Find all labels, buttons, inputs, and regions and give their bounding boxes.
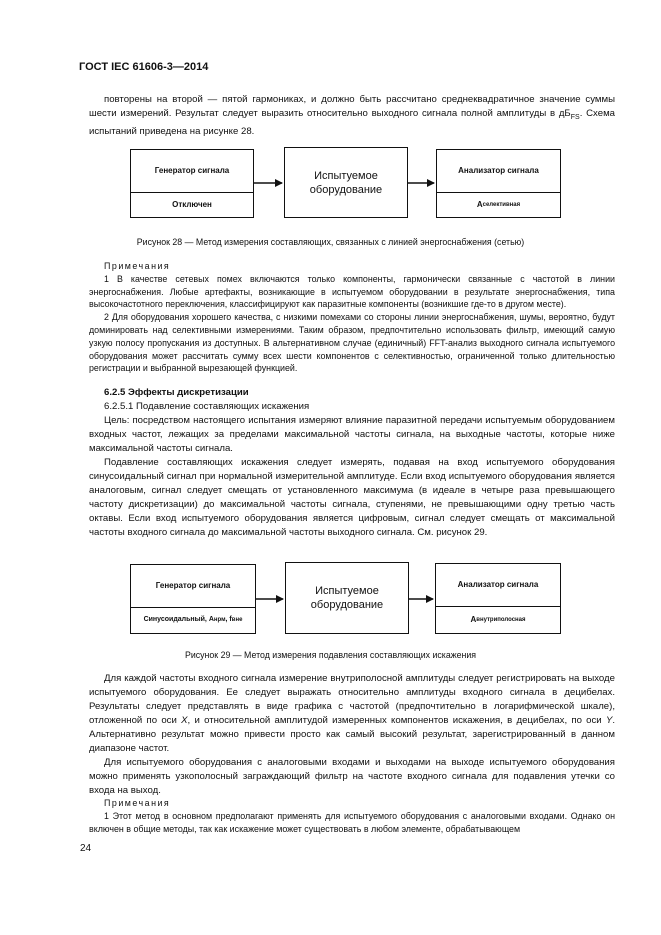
fig28-generator-title: Генератор сигнала [154, 166, 230, 175]
notes-2-heading: Примечания [104, 798, 171, 808]
fig28-generator-state: Отключен [172, 199, 212, 209]
intro-tail: . Схема испытаний приведена на рисунке 28. [89, 108, 615, 137]
notes-1-item-1: 1 В качестве сетевых помех включаются только компоненты, гармонически связанные с частотой в линии энергоснабжения. Любые артефакты, возникающие в испытуемом оборудовании в результате энергоснабжения, типа высокочастотного переключения, классифицируют как паразитные компоненты (возникшие где-то в другом месте). [89, 273, 615, 310]
fig28-analyzer-title: Анализатор сигнала [458, 166, 539, 175]
page-number: 24 [80, 843, 92, 854]
body-2 [89, 672, 615, 798]
notes-2-item-1: 1 Этот метод в основном предполагают применять для испытуемого оборудования с аналоговыми входами. Однако он включен в общие методы, так как искажение может существовать в любом элементе, обрабатывающем [89, 810, 615, 834]
fig28-analyzer-measure: A селективная [476, 199, 521, 209]
fig29-caption: Рисунок 29 — Метод измерения подавления составляющих искажения [184, 650, 477, 660]
section-heading: 6.2.5 Эффекты дискретизации [104, 387, 249, 398]
body-2-para-1: Для каждой частоты входного сигнала измерение внутриполосной амплитуды следует регистрировать на выходе испытуемого оборудования. Ее следует выражать относительно амплитуды входного сигнала в децибелах. Результаты следует представлять в виде графика с частотой (предпочтительно в логарифмической шкале), отложенной по оси X, и относительной амплитудой измеренных компонентов искажения, в децибелах, по оси Y. Альтернативно результат можно привести просто как самый высокий результат, зарегистрированный в данном диапазоне частот. [89, 673, 616, 754]
body-2-para-2: Для испытуемого оборудования с аналоговыми входами и выходами на выходе испытуемого оборудования можно применять узкополосный заграждающий фильтр на частоте входного сигнала для подавления утечки со входа на выход. [89, 757, 615, 796]
intro-text: повторены на второй — пятой гармониках, и должно быть рассчитано среднеквадратичное значение суммы шести измерений. Результат следует выразить относительно выходного сигнала полной амплитуды в дБ [89, 94, 615, 119]
section-para-1: Цель: посредством настоящего испытания измеряют влияние паразитной передачи испытуемым оборудованием входных частот, лежащих за пределами максимальной частоты сигнала, на выходные частоты, которые ниже максимальной частоты сигнала. [89, 415, 615, 454]
notes-2 [89, 797, 615, 835]
fig28-caption: Рисунок 28 — Метод измерения составляющих, связанных с линией энергоснабжения (сетью) [136, 237, 525, 247]
fig29-analyzer-title: Анализатор сигнала [457, 580, 539, 589]
fig29-dut-label: Испытуемое оборудование [310, 585, 384, 611]
fig29-generator-signal: Синусоидальный, A нрм , f вне [143, 616, 243, 623]
section-para-2: Подавление составляющих искажения следует измерять, подавая на вход испытуемого оборудования синусоидальный сигнал при нормальной измерительной амплитуде. Если вход испытуемого оборудования является аналоговым, сигнал следует смещать от установленного максимума (в идеале в четыре раза превышающего частоту дискретизации) до максимальной частоты сигнала, ступенями, не превышающими одну третью часть октавы. Если вход испытуемого оборудования является цифровым, сигнал следует смещать от максимальной частоты входного сигнала до максимальной частоты выходного сигнала. См. рисунок 29. [89, 457, 615, 538]
fig29-analyzer-measure: A внутриполосная [470, 614, 526, 624]
notes-1-item-2: 2 Для оборудования хорошего качества, с низкими помехами со стороны линии энергоснабжения, шумы, вероятно, будут доминировать над селективными измерениями. Таким образом, предпочтительно использовать фильтр, имеющий самую узкую полосу пропускания из доступных. В альтернативном случае (единичный) FFT-анализ выходного сигнала испытуемого оборудования может рассчитать сумму всех шести компонентов с селективностью, ограниченной только длительностью регистрации и выбранной вырезающей функцией. [89, 312, 615, 374]
section-subheading: 6.2.5.1 Подавление составляющих искажения [104, 401, 310, 412]
intro-unit-sub: FS [570, 113, 580, 121]
fig29-generator-title: Генератор сигнала [155, 581, 231, 590]
notes-1-heading: Примечания [104, 261, 171, 271]
fig28-dut-label: Испытуемое оборудование [309, 169, 383, 196]
doc-code-header: ГОСТ IEC 61606-3—2014 [79, 61, 209, 73]
